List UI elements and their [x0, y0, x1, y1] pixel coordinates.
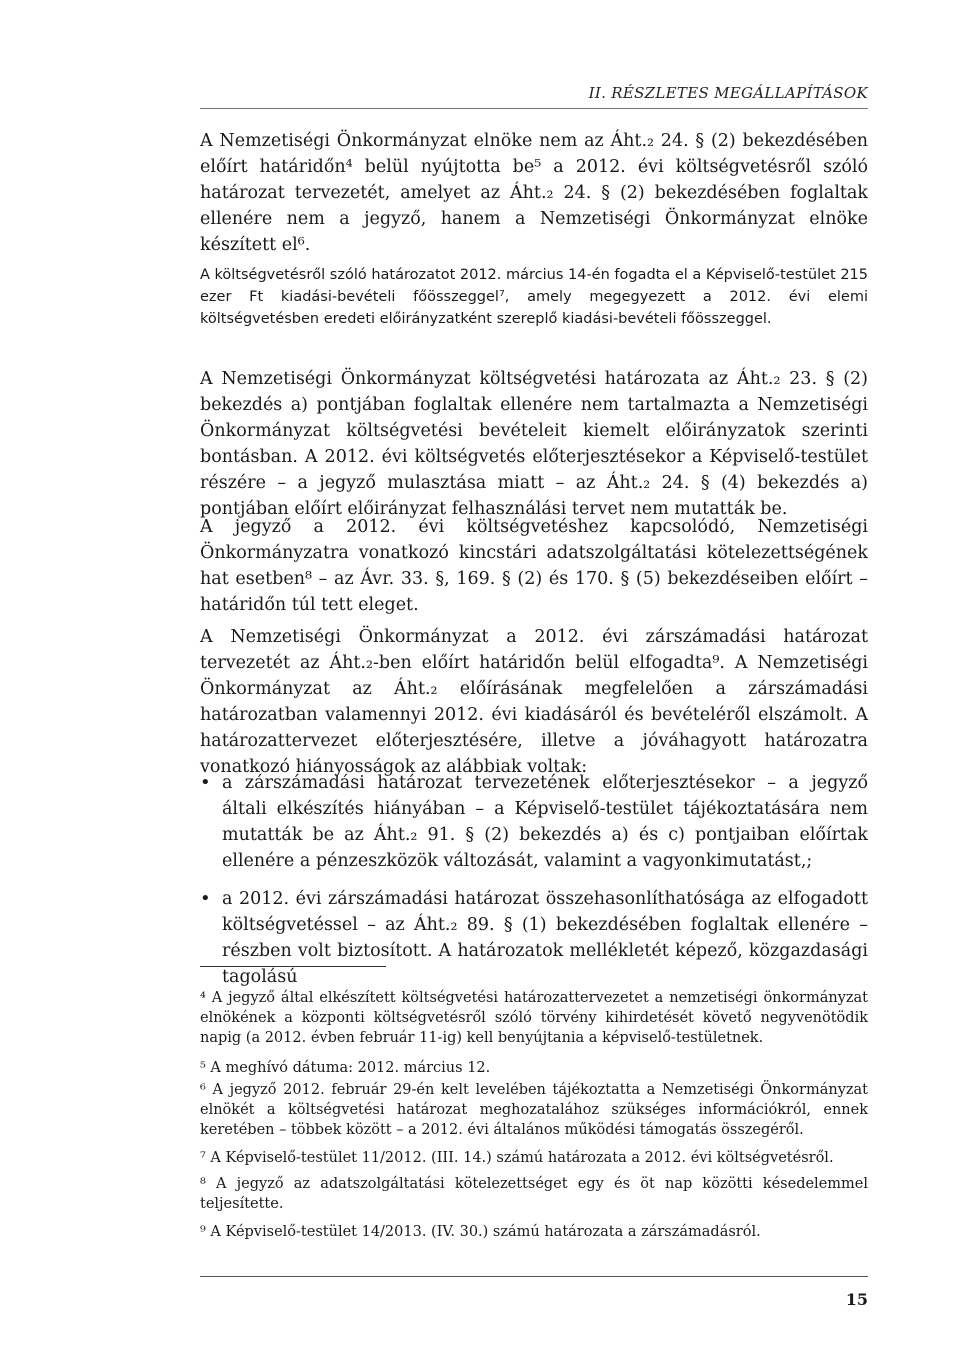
footnote-7: ⁷ A Képviselő-testület 11/2012. (III. 14.) számú határozata a 2012. évi költségvetésről. — [200, 1150, 834, 1166]
paragraph-4: A jegyző a 2012. évi költségvetéshez kapcsolódó, Nemzetiségi Önkormányzatra vonatkozó kincstári adatszolgáltatási kötelezettségének hat esetben⁸ – az Ávr. 33. §, 169. § (2) és 170. § (5) bekezdéseiben előírt – határidőn túl tett eleget. — [200, 517, 868, 615]
footnote-5: ⁵ A meghívó dátuma: 2012. március 12. — [200, 1060, 491, 1076]
paragraph-5: A Nemzetiségi Önkormányzat a 2012. évi zárszámadási határozat tervezetét az Áht.₂-ben előírt határidőn belül elfogadta⁹. A Nemzetiségi Önkormányzat az Áht.₂ előírásának megfelelően a zárszámadási határozatban valamennyi 2012. évi kiadásáról és bevételéről elszámolt. A határozattervezet előterjesztésére, illetve a jóváhagyott határozatra vonatkozó hiányosságok az alábbiak voltak: — [200, 627, 868, 777]
footnote-separator — [200, 966, 386, 967]
footer-rule — [200, 1276, 868, 1277]
footnote-8: ⁸ A jegyző az adatszolgáltatási kötelezettséget egy és öt nap közötti késedelemmel teljesítette. — [200, 1176, 868, 1212]
paragraph-1: A Nemzetiségi Önkormányzat elnöke nem az Áht.₂ 24. § (2) bekezdésében előírt határidőn⁴ belül nyújtotta be⁵ a 2012. évi költségvetésről szóló határozat tervezetét, amelyet az Áht.₂ 24. § (2) bekezdésében foglaltak ellenére nem a jegyző, hanem a Nemzetiségi Önkormányzat elnöke készített el⁶. — [200, 131, 868, 255]
bullet-list — [200, 770, 868, 1002]
footnote-4: ⁴ A jegyző által elkészített költségvetési határozattervezetet a nemzetiségi önkormányzat elnökének a központi költségvetésről szóló törvény kihirdetését követő negyvenötödik napig (a 2012. évben február 11-ig) kell benyújtania a képviselő-testületnek. — [200, 990, 868, 1046]
header-rule — [200, 108, 868, 109]
page-number: 15 — [845, 1290, 868, 1309]
list-item: • a 2012. évi zárszámadási határozat összehasonlíthatósága az elfogadott költségvetéssel – az Áht.₂ 89. § (1) bekezdésében foglaltak ellenére – részben volt biztosított. A határozatok mellékletét képező, közgazdasági tagolású — [200, 886, 868, 990]
paragraph-2: A költségvetésről szóló határozatot 2012. március 14-én fogadta el a Képviselő-testület 215 ezer Ft kiadási-bevételi főösszeggel⁷, amely megegyezett a 2012. évi elemi költségvetésben eredeti előirányzatként szereplő kiadási-bevételi főösszeggel. — [200, 267, 868, 327]
running-header: II. RÉSZLETES MEGÁLLAPÍTÁSOK — [588, 84, 868, 102]
footnote-9: ⁹ A Képviselő-testület 14/2013. (IV. 30.) számú határozata a zárszámadásról. — [200, 1224, 761, 1240]
paragraph-3: A Nemzetiségi Önkormányzat költségvetési határozata az Áht.₂ 23. § (2) bekezdés a) pontjában foglaltak ellenére nem tartalmazta a Nemzetiségi Önkormányzat költségvetési bevételeit kiemelt előirányzatok szerinti bontásban. A 2012. évi költségvetés előterjesztésekor a Képviselő-testület részére – a jegyző mulasztása miatt – az Áht.₂ 24. § (4) bekezdés a) pontjában előírt előirányzat felhasználási tervet nem mutatták be. — [200, 369, 868, 519]
footnote-6: ⁶ A jegyző 2012. február 29-én kelt levelében tájékoztatta a Nemzetiségi Önkormányzat elnökét a költségvetési határozat meghozatalához szükséges információkról, ennek keretében – többek között – a 2012. évi általános működési támogatás összegéről. — [200, 1082, 868, 1138]
list-item: • a zárszámadási határozat tervezetének előterjesztésekor – a jegyző általi elkészítés hiányában – a Képviselő-testület tájékoztatására nem mutatták be az Áht.₂ 91. § (2) bekezdés a) és c) pontjaiban előírtak ellenére a pénzeszközök változását, valamint a vagyonkimutatást,; — [200, 770, 868, 874]
